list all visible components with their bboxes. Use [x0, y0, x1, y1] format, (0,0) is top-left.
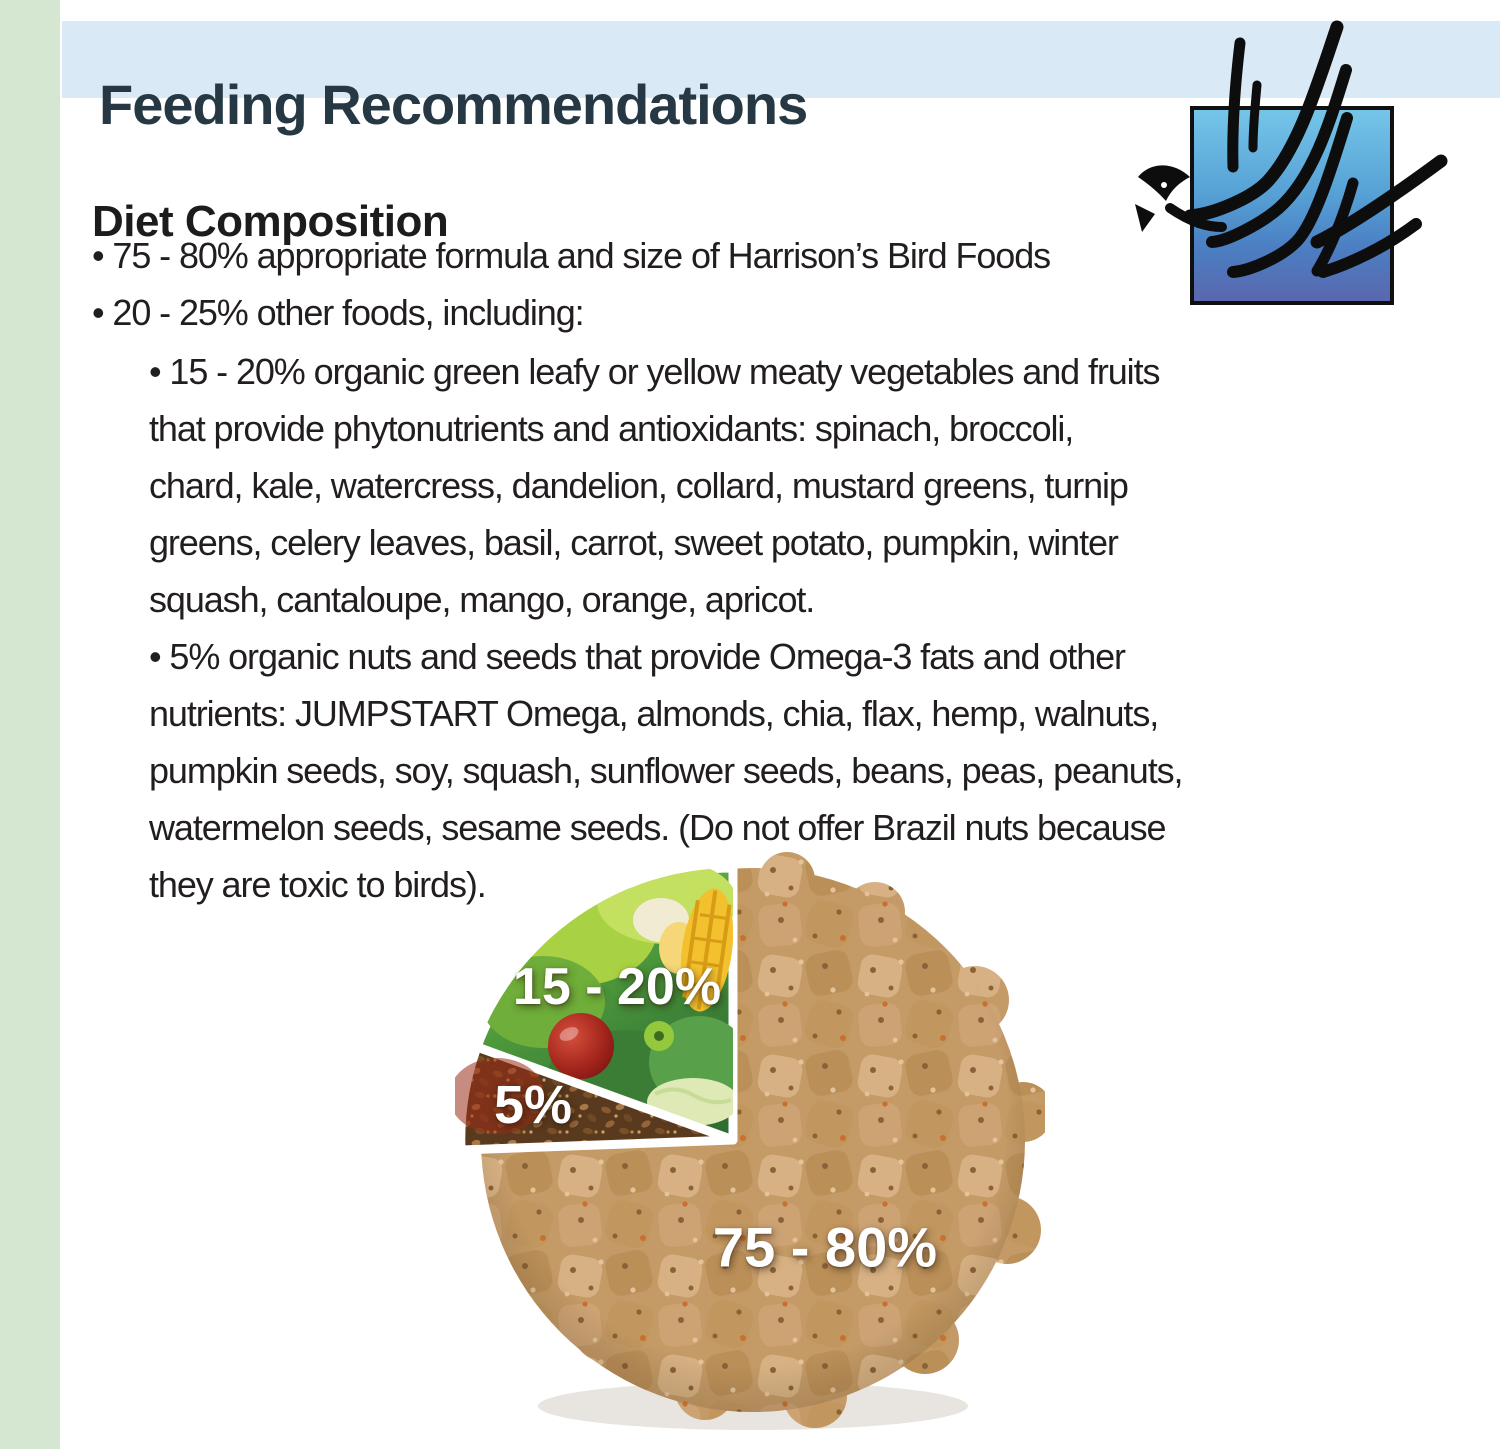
- harrisons-bird-logo-icon: [1110, 15, 1480, 315]
- pie-label-seeds: 5%: [493, 1075, 573, 1135]
- sub-bullet-line: pumpkin seeds, soy, squash, sunflower seeds, beans, peas, peanuts,: [149, 750, 1183, 791]
- logo-bird-eye: [1161, 182, 1167, 188]
- sub-bullet-line: watermelon seeds, sesame seeds. (Do not offer Brazil nuts because: [149, 807, 1166, 848]
- pie-label-pellets: 75 - 80%: [712, 1215, 938, 1279]
- sub-bullet-line: greens, celery leaves, basil, carrot, sweet potato, pumpkin, winter: [149, 522, 1118, 563]
- sub-bullet-line: they are toxic to birds).: [149, 864, 486, 905]
- bullet-line: • 20 - 25% other foods, including:: [92, 292, 584, 333]
- sub-bullet-line: nutrients: JUMPSTART Omega, almonds, chia, flax, hemp, walnuts,: [149, 693, 1159, 734]
- bullet-line: • 75 - 80% appropriate formula and size of Harrison’s Bird Foods: [92, 235, 1051, 276]
- sub-bullet-line: • 15 - 20% organic green leafy or yellow meaty vegetables and fruits: [149, 351, 1160, 392]
- logo-bird-head: [1135, 165, 1190, 232]
- left-green-strip: [0, 0, 60, 1449]
- sub-bullet-line: chard, kale, watercress, dandelion, collard, mustard greens, turnip: [149, 465, 1128, 506]
- pie-label-vegetables: 15 - 20%: [512, 958, 722, 1016]
- red-apple: [548, 1013, 614, 1079]
- sub-bullet-line: squash, cantaloupe, mango, orange, apricot.: [149, 579, 815, 620]
- section-heading: Diet Composition: [92, 196, 449, 246]
- diet-pie-figure: [455, 850, 1045, 1449]
- green-apple: [644, 1021, 674, 1051]
- sub-bullet-line: • 5% organic nuts and seeds that provide Omega-3 fats and other: [149, 636, 1125, 677]
- page-title: Feeding Recommendations: [99, 72, 808, 136]
- sub-bullet-line: that provide phytonutrients and antioxidants: spinach, broccoli,: [149, 408, 1074, 449]
